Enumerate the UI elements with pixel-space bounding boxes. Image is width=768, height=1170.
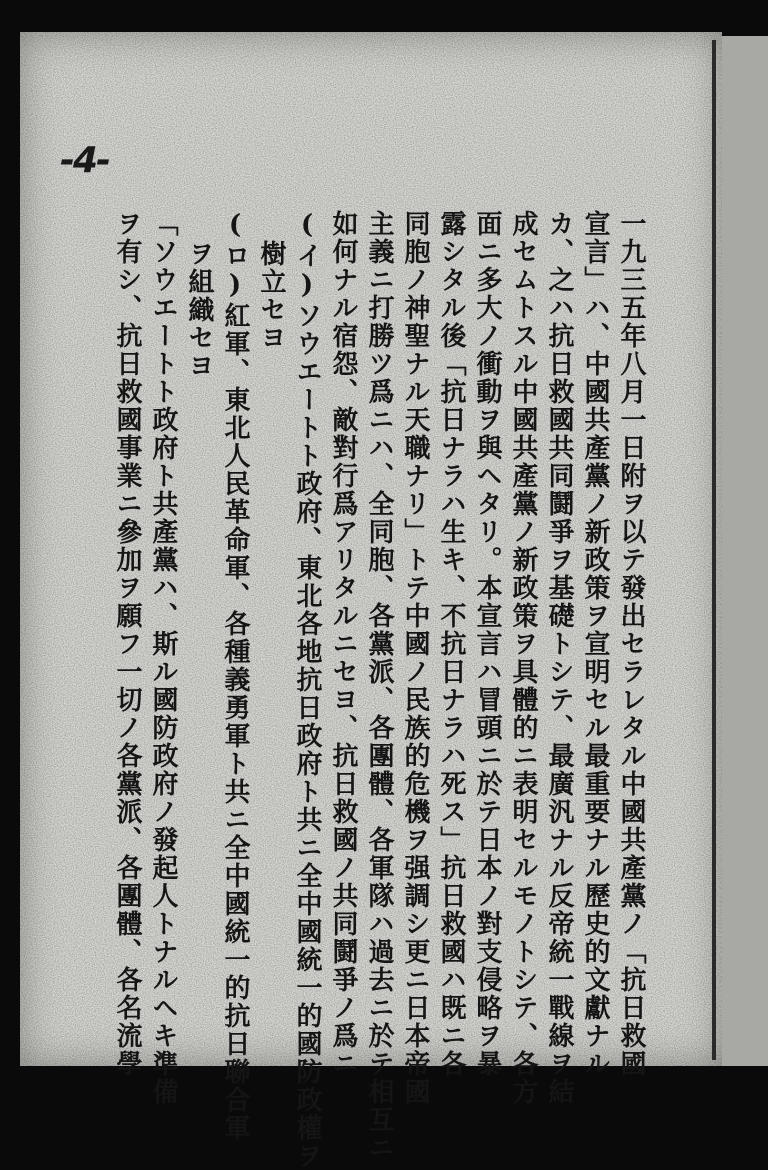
text-line-15: ヲ有シ、抗日救國事業ニ參加ヲ願フ一切ノ各黨派、各團體、各名流學 [112, 210, 142, 1078]
text-line-12: (ロ)紅軍、東北人民革命軍、各種義勇軍ト共ニ全中國統一的抗日聯合軍 [220, 210, 250, 1142]
text-line-2: 宣言」ハ、中國共產黨ノ新政策ヲ宣明セル最重要ナル歷史的文獻ナル [580, 210, 610, 1078]
text-line-13: ヲ組織セヨ [184, 240, 214, 380]
page-fold-line [712, 40, 716, 1060]
text-line-4: 成セムトスル中國共產黨ノ新政策ヲ具體的ニ表明セルモノトシテ、各方 [508, 210, 538, 1106]
text-line-6: 露シタル後「抗日ナラハ生キ、不抗日ナラハ死ス」抗日救國ハ既ニ各 [436, 210, 466, 1078]
text-line-11: 樹立セヨ [256, 240, 286, 352]
text-line-1: 一九三五年八月一日附ヲ以テ發出セラレタル中國共產黨ノ「抗日救國 [616, 210, 646, 1078]
page-number: -4- [60, 140, 109, 181]
text-line-9: 如何ナル宿怨、敵對行爲アリタルニセヨ、抗日救國ノ共同鬪爭ノ爲ニ [328, 210, 358, 1078]
text-line-14: 「ソウエートト政府ト共產黨ハ、斯ル國防政府ノ發起人トナルヘキ準備 [148, 210, 178, 1106]
text-line-3: カ、之ハ抗日救國共同鬪爭ヲ基礎トシテ、最廣汎ナル反帝統一戰線ヲ結 [544, 210, 574, 1106]
text-line-5: 面ニ多大ノ衝動ヲ與ヘタリ。本宣言ハ冒頭ニ於テ日本ノ對支侵略ヲ暴 [472, 210, 502, 1078]
text-line-7: 同胞ノ神聖ナル天職ナリ」トテ中國ノ民族的危機ヲ强調シ更ニ日本帝國 [400, 210, 430, 1106]
facing-page-edge [722, 36, 768, 1066]
text-line-10: (イ)ソウエートト政府、東北各地抗日政府ト共ニ全中國統一的國防政權ヲ [292, 210, 322, 1170]
text-line-8: 主義ニ打勝ツ爲ニハ、全同胞、各黨派、各團體、各軍隊ハ過去ニ於テ相互ニ [364, 210, 394, 1162]
